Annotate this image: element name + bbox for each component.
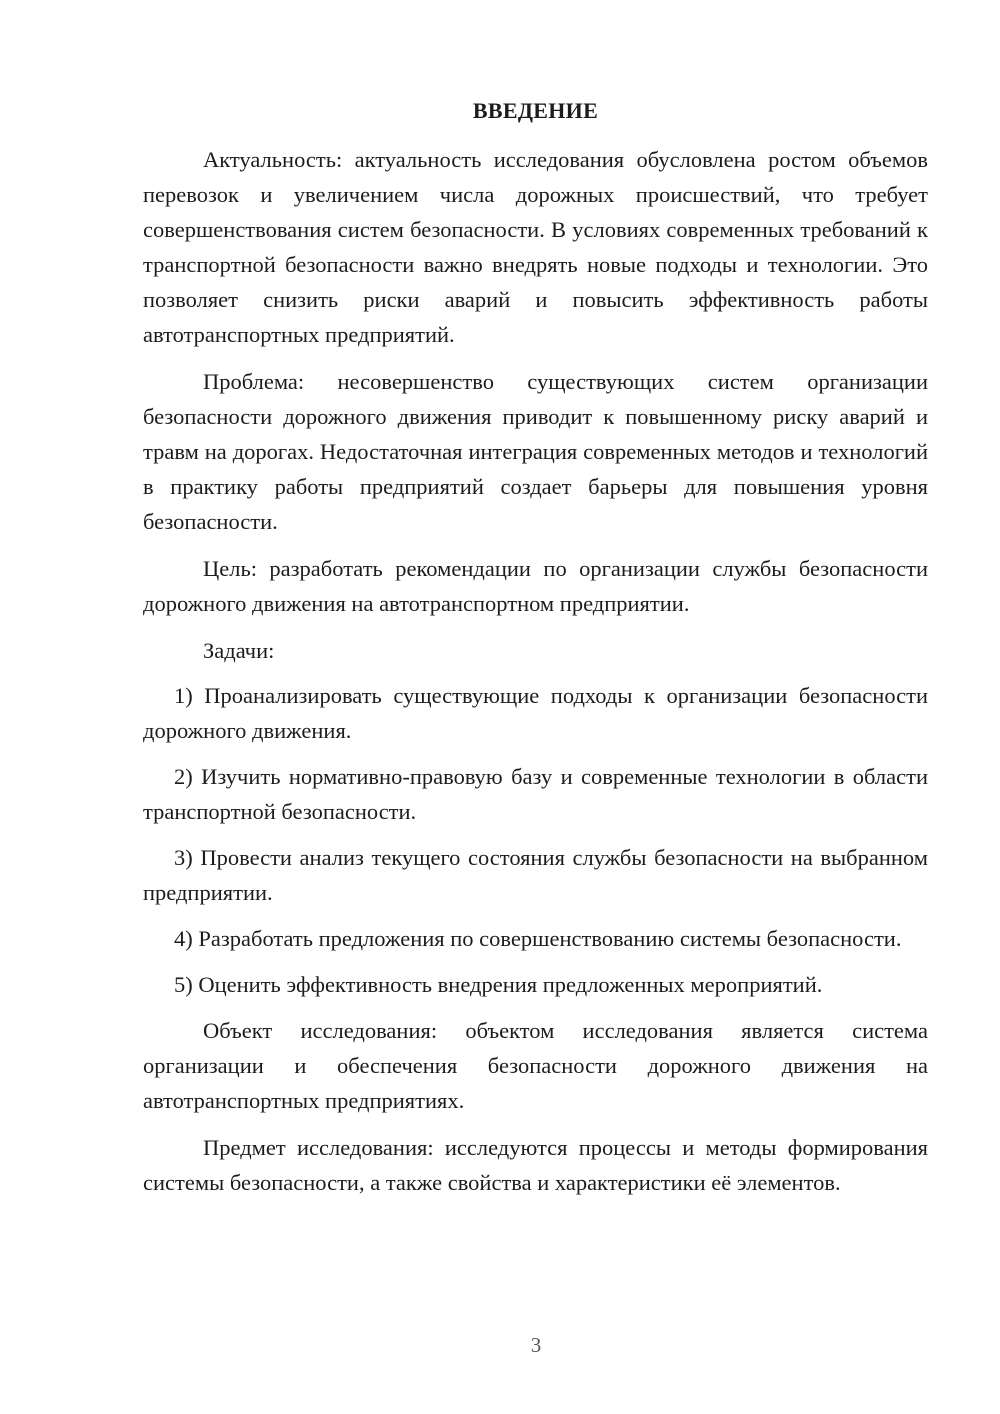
task-item-3: 3) Провести анализ текущего состояния службы безопасности на выбранном предприятии.: [143, 845, 928, 905]
paragraph-relevance: Актуальность: актуальность исследования обусловлена ростом объемов перевозок и увеличением числа дорожных происшествий, что требует совершенствования систем безопасности. В условиях современных требований к транспортной безопасности важно внедрять новые подходы и технологии. Это позволяет снизить риски аварий и повысить эффективность работы автотранспортных предприятий.: [143, 147, 928, 347]
task-item-2: 2) Изучить нормативно-правовую базу и современные технологии в области транспортной безопасности.: [143, 764, 928, 824]
task-item-5: 5) Оценить эффективность внедрения предложенных мероприятий.: [174, 972, 823, 997]
page-title: ВВЕДЕНИЕ: [472, 98, 599, 123]
paragraph-goal: Цель: разработать рекомендации по организации службы безопасности дорожного движения на автотранспортном предприятии.: [143, 556, 928, 616]
paragraph-problem: Проблема: несовершенство существующих систем организации безопасности дорожного движения приводит к повышенному риску аварий и травм на дорогах. Недостаточная интеграция современных методов и технологий в практику работы предприятий создает барьеры для повышения уровня безопасности.: [143, 369, 928, 534]
paragraph-object: Объект исследования: объектом исследования является система организации и обеспечения безопасности дорожного движения на автотранспортных предприятиях.: [143, 1018, 928, 1113]
task-item-4: 4) Разработать предложения по совершенствованию системы безопасности.: [174, 926, 902, 951]
page-body: [143, 96, 928, 1212]
tasks-heading: Задачи:: [203, 638, 275, 663]
task-item-1: 1) Проанализировать существующие подходы к организации безопасности дорожного движения.: [143, 683, 928, 743]
paragraph-subject: Предмет исследования: исследуются процессы и методы формирования системы безопасности, а также свойства и характеристики её элементов.: [143, 1135, 928, 1195]
page-number: 3: [530, 1333, 542, 1357]
tasks-list: [143, 678, 928, 1002]
